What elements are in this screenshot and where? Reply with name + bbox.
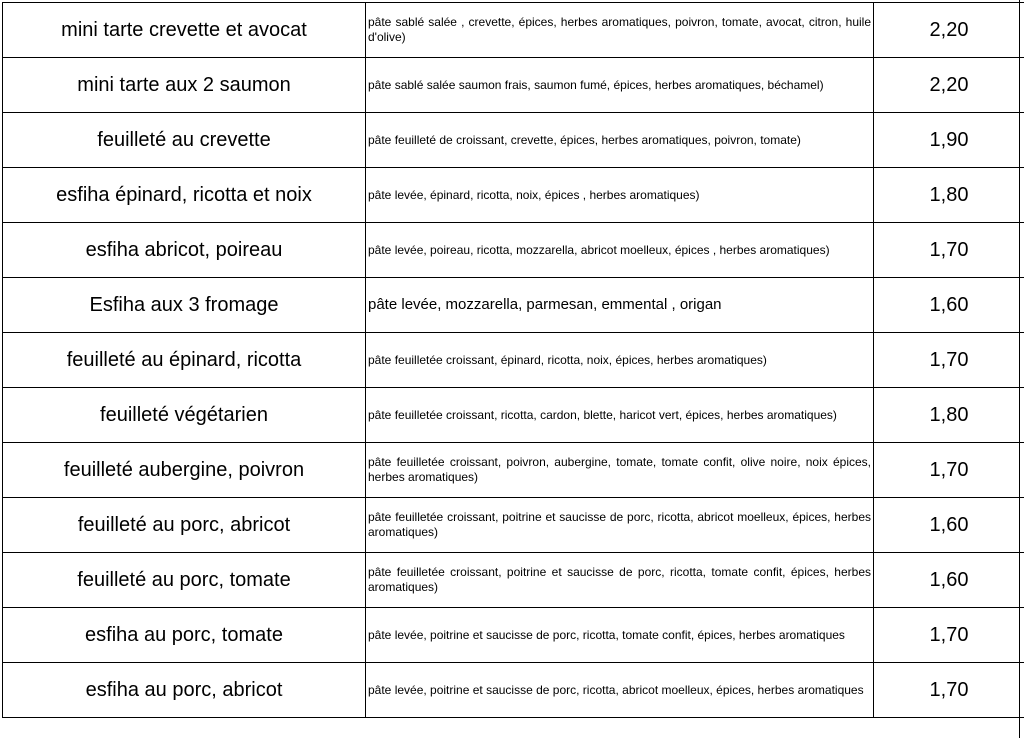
item-name: esfiha épinard, ricotta et noix [3, 168, 366, 223]
item-description: pâte feuilletée croissant, poivron, aubergine, tomate, tomate confit, olive noire, noix épices, herbes aromatiques) [366, 443, 874, 498]
item-description: pâte levée, mozzarella, parmesan, emmental , origan [366, 278, 874, 333]
item-description: pâte sablé salée saumon frais, saumon fumé, épices, herbes aromatiques, béchamel) [366, 58, 874, 113]
table-row [3, 388, 1024, 443]
item-price: 1,80 [874, 388, 1024, 443]
item-description: pâte feuilletée croissant, ricotta, cardon, blette, haricot vert, épices, herbes aromatiques) [366, 388, 874, 443]
item-price: 1,80 [874, 168, 1024, 223]
item-price: 1,60 [874, 278, 1024, 333]
table-row [3, 663, 1024, 718]
item-price: 2,20 [874, 3, 1024, 58]
item-description: pâte feuilletée croissant, poitrine et saucisse de porc, ricotta, tomate confit, épices, herbes aromatiques) [366, 553, 874, 608]
item-description: pâte levée, poitrine et saucisse de porc, ricotta, abricot moelleux, épices, herbes aromatiques [366, 663, 874, 718]
item-price: 1,70 [874, 663, 1024, 718]
item-price: 1,60 [874, 498, 1024, 553]
table-row [3, 553, 1024, 608]
item-description: pâte feuilletée croissant, épinard, ricotta, noix, épices, herbes aromatiques) [366, 333, 874, 388]
item-name: feuilleté au épinard, ricotta [3, 333, 366, 388]
item-name: feuilleté au porc, tomate [3, 553, 366, 608]
page-edge-line [1019, 0, 1020, 738]
item-price: 1,70 [874, 608, 1024, 663]
table-row [3, 333, 1024, 388]
item-description: pâte levée, poitrine et saucisse de porc, ricotta, tomate confit, épices, herbes aromatiques [366, 608, 874, 663]
table-row [3, 58, 1024, 113]
item-name: esfiha au porc, tomate [3, 608, 366, 663]
item-price: 1,70 [874, 443, 1024, 498]
item-name: feuilleté végétarien [3, 388, 366, 443]
item-name: feuilleté au porc, abricot [3, 498, 366, 553]
item-price: 1,70 [874, 223, 1024, 278]
table-row [3, 608, 1024, 663]
item-description: pâte levée, poireau, ricotta, mozzarella, abricot moelleux, épices , herbes aromatiques) [366, 223, 874, 278]
table-row [3, 278, 1024, 333]
item-name: esfiha au porc, abricot [3, 663, 366, 718]
item-name: feuilleté aubergine, poivron [3, 443, 366, 498]
item-name: mini tarte aux 2 saumon [3, 58, 366, 113]
item-price: 2,20 [874, 58, 1024, 113]
item-description: pâte sablé salée , crevette, épices, herbes aromatiques, poivron, tomate, avocat, citron, huile d'olive) [366, 3, 874, 58]
item-description: pâte feuilletée croissant, poitrine et saucisse de porc, ricotta, abricot moelleux, épices, herbes aromatiques) [366, 498, 874, 553]
item-price: 1,70 [874, 333, 1024, 388]
item-name: mini tarte crevette et avocat [3, 3, 366, 58]
item-price: 1,90 [874, 113, 1024, 168]
item-price: 1,60 [874, 553, 1024, 608]
item-name: esfiha abricot, poireau [3, 223, 366, 278]
item-name: feuilleté au crevette [3, 113, 366, 168]
table-row [3, 113, 1024, 168]
item-description: pâte levée, épinard, ricotta, noix, épices , herbes aromatiques) [366, 168, 874, 223]
table-row [3, 168, 1024, 223]
item-name: Esfiha aux 3 fromage [3, 278, 366, 333]
table-row [3, 3, 1024, 58]
table-row [3, 223, 1024, 278]
menu-table [2, 2, 1024, 718]
table-row [3, 443, 1024, 498]
table-row [3, 498, 1024, 553]
item-description: pâte feuilleté de croissant, crevette, épices, herbes aromatiques, poivron, tomate) [366, 113, 874, 168]
